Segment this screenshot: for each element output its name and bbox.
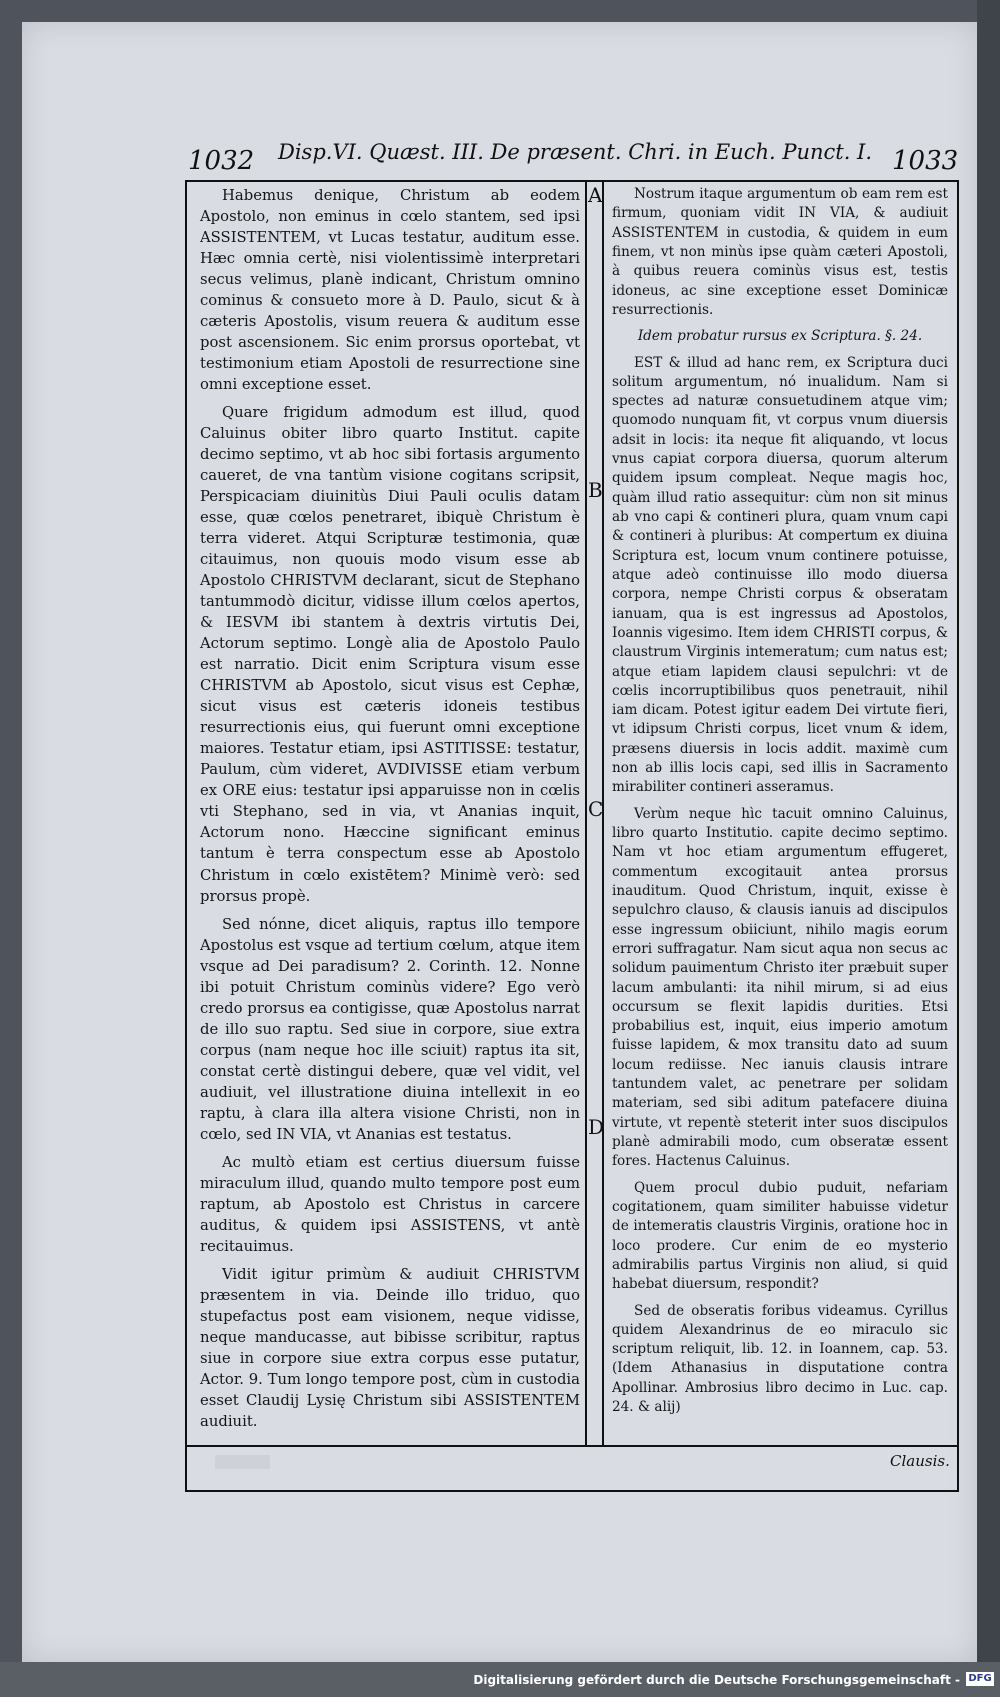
footer-credit: Digitalisierung gefördert durch die Deutsche Forschungsgemeinschaft - (473, 1673, 960, 1687)
margin-letter-d: D (588, 1115, 605, 1139)
paragraph: Verùm neque hìc tacuit omnino Caluinus, libro quarto Institutio. capite decimo septimo. Nam vt hoc etiam argumentum effugeret, commentum excogitauit antea prorsus inauditum. Quod Christum, inquit, exisse è sepulchro clauso, & clausis ianuis ad discipulos esse ingressum obiiciunt, nihilo magis eorum errori suffragatur. Nam sicut aqua non secus ac solidum pauimentum Christo iter præbuit super lacum ambulanti: ita nihil mirum, si ad eius occursum se flexit lapidis durities. Etsi probabilius est, inquit, eius imperio amotum fuisse lapidem, & mox transitu dato ad suum locum rediisse. Nec ianuis clausis intrare tantundem valet, ac penetrare per solidam materiam, sed sibi aditum patefacere diuina virtute, vt repentè steterit inter suos discipulos planè admirabili modo, cum obseratæ essent fores. Hactenus Caluinus. (612, 805, 948, 1170)
paragraph: Ac multò etiam est certius diuersum fuisse miraculum illud, quando multo tempore post eum raptum, ab Apostolo est Christus in carcere auditus, & quidem ipsi ASSISTENS, vt antè recitauimus. (200, 1153, 580, 1255)
right-column (612, 185, 948, 1424)
paragraph: EST & illud ad hanc rem, ex Scriptura duci solitum argumentum, nó inualidum. Nam si spectes ad naturæ consuetudinem atque vim; quomodo nunquam fit, vt corpus vnum diuersis adsit in locis: ita neque fit aliquando, vt locus vnus capiat corpora diuersa, quorum alterum quidem ipsum compleat. Neque magis hoc, quàm illud ratio assequitur: cùm non sit minus ab vno capi & contineri plura, quam vnum capi & contineri à pluribus: At compertum ex diuina Scriptura est, locum vnum continere potuisse, atque adeò continuisse illo modo diuersa corpora, nempe Christi corpus & obseratam ianuam, qua is est ingressus ad Apostolos, Ioannis vigesimo. Item idem CHRISTI corpus, & claustrum Virginis intemeratum; cum natus est; atque etiam lapidem clausi sepulchri: vt de cœlis incorruptibilibus quos penetrauit, nihil iam dicam. Potest igitur eadem Dei virtute fieri, vt idipsum Christi corpus, licet vnum & idem, præsens diuersis in locis addit. maximè cum non ab illis locis capi, sed illis in Sacramento mirabiliter contineri asseramus. (612, 354, 948, 796)
paragraph: Quem procul dubio puduit, nefariam cogitationem, quam similiter habuisse videtur de intemeratis claustris Virginis, oratione hoc in loco prodere. Cur enim de eo mysterio admirabilis partus Virginis non aliud, si quid habebat diuersum, respondit? (612, 1179, 948, 1293)
running-title: Disp.VI. Quæst. III. De præsent. Chri. in Euch. Punct. I. (278, 140, 873, 164)
paragraph: Vidit igitur primùm & audiuit CHRISTVM præsentem in via. Deinde illo triduo, quo stupefactus post eam visionem, neque vidisse, neque manducasse, aut bibisse scribitur, raptus siue in corpore siue extra corpus esse putatur, Actor. 9. Tum longo tempore post, cùm in custodia esset Claudij Lysię Christum sibi ASSISTENTEM audiuit. (200, 1265, 580, 1430)
paragraph: Nostrum itaque argumentum ob eam rem est firmum, quoniam vidit IN VIA, & audiuit ASSISTENTEM in custodia, & quidem in eum finem, vt non minùs ipse quàm cæteri Apostoli, à quibus reuera cominùs visus est, testis idoneus, ac sine exceptione esset Dominicæ resurrectionis. (612, 186, 948, 318)
margin-letter-b: B (588, 478, 603, 502)
page-number-right: 1033 (892, 146, 959, 176)
scan-right-edge (977, 0, 1000, 1697)
dfg-logo: DFG (966, 1672, 994, 1686)
paragraph: Sed de obseratis foribus videamus. Cyrillus quidem Alexandrinus de eo miraculo sic scriptum reliquit, lib. 12. in Ioannem, cap. 53. (Idem Athanasius in disputatione contra Apollinar. Ambrosius libro decimo in Luc. cap. 24. & alij) (612, 1302, 948, 1416)
library-stamp (215, 1455, 270, 1469)
margin-letter-c: C (588, 797, 604, 821)
left-column (200, 185, 580, 1439)
catchword: Clausis. (890, 1452, 950, 1470)
paragraph: Habemus denique, Christum ab eodem Apostolo, non eminus in cœlo stantem, sed ipsi ASSISTENTEM, vt Lucas testatur, auditum esse. Hæc omnia certè, nisi violentissimè interpretari secus velimus, planè indicant, Christum omnino cominus & consueto more à D. Paulo, sicut & à cæteris Apostolis, visum reuera & auditum esse post ascensionem. Sic enim prorsus oportebat, vt testimonium etiam Apostoli de resurrectione sine omni exceptione esset. (200, 187, 580, 394)
paragraph: Sed nónne, dicet aliquis, raptus illo tempore Apostolus est vsque ad tertium cœlum, atque item vsque ad Dei paradisum? 2. Corinth. 12. Nonne ibi potuit Christum cominùs videre? Ego verò credo prorsus ea contigisse, quæ Apostolus narrat de illo suo raptu. Sed siue in corpore, siue extra corpus (nam neque hoc ille sciuit) raptus ita sit, constat certè distingui debere, quæ vel vidit, vel audiuit, vel illustratione diuina intellexit in eo raptu, à clara illa altera visione Christi, non in cœlo, sed IN VIA, vt Ananias est testatus. (200, 915, 580, 1143)
section-heading: Idem probatur rursus ex Scriptura. §. 24. (637, 328, 923, 345)
margin-letter-a: A (588, 183, 603, 207)
page-number-left: 1032 (188, 146, 255, 176)
bottom-rule (185, 1445, 957, 1447)
paragraph: Quare frigidum admodum est illud, quod Caluinus obiter libro quarto Institut. capite decimo septimo, vt ab hoc sibi fortasis argumento caueret, de vna tantùm visione cogitans scripsit, Perspicaciam diuinitùs Diui Pauli oculis datam esse, quæ cœlos penetraret, ibiquè Christum è terra videret. Atqui Scripturæ testimonia, quæ citauimus, non quouis modo visum esse ab Apostolo CHRISTVM declarant, sicut de Stephano tantummodò dicitur, vidisse illum cœlos apertos, & IESVM ibi stantem à dextris virtutis Dei, Actorum septimo. Longè alia de Apostolo Paulo est narratio. Dicit enim Scriptura visum esse CHRISTVM ab Apostolo, sicut visus est Cephæ, sicut visus est cæteris idoneis testibus resurrectionis eius, qui fuerunt omni exceptione maiores. Testatur etiam, ipsi ASTITISSE: testatur, Paulum, cùm videret, AVDIVISSE etiam verbum ex ORE eius: testatur ipsi apparuisse non in cœlis vti Stephano, sed in via, vt Ananias inquit, Actorum nono. Hæccine significant eminus tantum è terra conspectum esse ab Apostolo Christum in cœlo existētem? Minimè verò: sed prorsus propè. (200, 404, 580, 905)
column-rule-left (585, 180, 587, 1445)
